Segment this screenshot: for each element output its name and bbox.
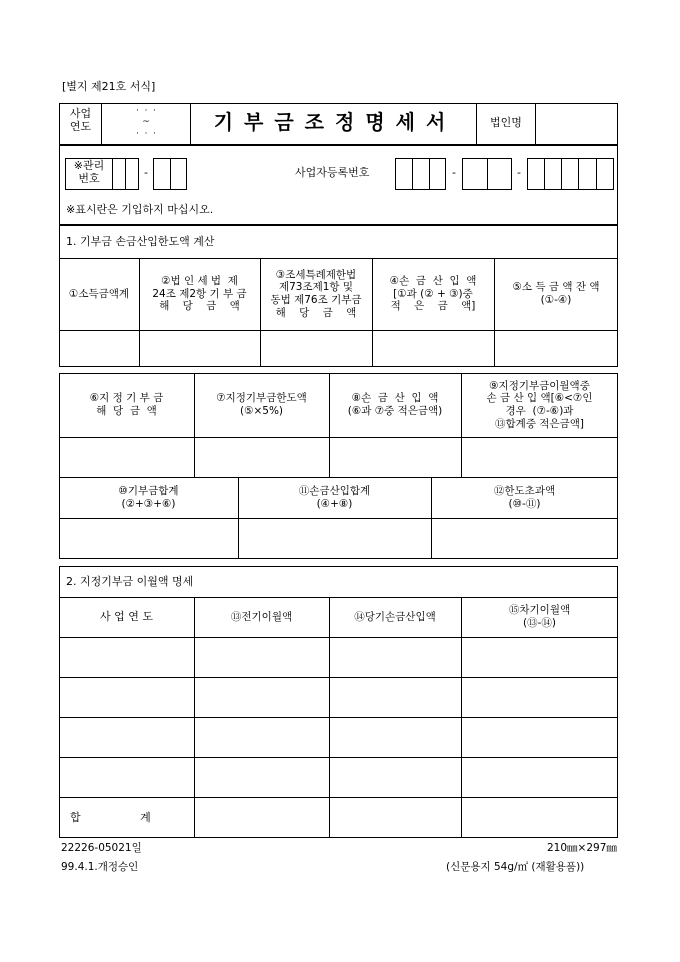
col-header-deductible-total: ⑪손금산입합계 (④+⑧) (298, 484, 371, 510)
col-header-carryover-deductible: ⑨지정기부금이월액중 손 금 산 입 액[⑥<⑦인 경우 (⑦-⑥)과 ⑬합계중 적은금액] (486, 379, 593, 430)
input-deductible-total[interactable] (239, 519, 431, 558)
col-header-current-deductible: ⑭당기손금산입액 (354, 610, 436, 623)
biz-reg-input-3[interactable] (527, 158, 614, 190)
form-number-label: [별지 제21호 서식] (62, 80, 156, 93)
input-deductible-amount[interactable] (373, 331, 494, 366)
col-header-prior-carryover: ⑬전기이월액 (230, 610, 293, 623)
col-header-deductible-amount: ④손 금 산 입 액 [①과 (② + ③)중 적 은 금 액] (389, 275, 477, 313)
section2-title: 2. 지정기부금 이월액 명세 (66, 575, 194, 588)
corp-name-label: 법인명 (490, 116, 522, 129)
input-corp-tax-donation[interactable] (140, 331, 260, 366)
biz-reg-number-label: 사업자등록번호 (295, 166, 370, 179)
input-income-total[interactable] (60, 331, 139, 366)
col-header-income-balance: ⑤소 득 금 액 잔 액 (①-④) (512, 281, 600, 306)
input-deductible-8[interactable] (330, 438, 461, 477)
biz-reg-dash-1: - (452, 166, 456, 179)
mgmt-number-label: ※관리 번호 (73, 159, 105, 185)
input-excess-amount[interactable] (432, 519, 617, 558)
col-header-deductible-8: ⑧손 금 산 입 액 (⑥과 ⑦중 적은금액) (347, 392, 443, 417)
col-header-business-year: 사 업 연 도 (100, 610, 153, 624)
col-header-designated-limit: ⑦지정기부금한도액 (⑤×5%) (216, 392, 307, 417)
mgmt-number-input-1[interactable] (113, 159, 138, 189)
col-header-designated-donation: ⑥지 정 기 부 금 해 당 금 액 (89, 392, 164, 417)
input-special-tax-donation[interactable] (261, 331, 372, 366)
section1-title: 1. 기부금 손금산입한도액 계산 (66, 235, 215, 248)
table-row[interactable] (60, 678, 617, 717)
corp-name-input[interactable] (536, 104, 617, 144)
paper-spec: (신문용지 54g/㎡ (재활용품)) (446, 861, 585, 873)
col-header-donation-total: ⑩기부금합계 (②+③+⑥) (118, 484, 179, 510)
table-row[interactable] (60, 758, 617, 797)
input-designated-limit[interactable] (195, 438, 329, 477)
table-row[interactable] (60, 638, 617, 677)
col-header-corp-tax-donation: ②법 인 세 법 제 24조 제2항 기 부 금 해 당 금 액 (152, 275, 247, 313)
business-year-input[interactable]: · · · ~ · · · (135, 106, 157, 139)
input-designated-donation[interactable] (60, 438, 194, 477)
col-header-next-carryover: ⑮차기이월액 (⑬-⑭) (508, 604, 571, 629)
form-title: 기부금조정명세서 (213, 110, 457, 134)
notice-text: ※표시란은 기입하지 마십시오. (66, 203, 214, 216)
paper-size: 210㎜×297㎜ (547, 842, 617, 854)
total-row-label: 합 계 (70, 811, 151, 824)
input-income-balance[interactable] (495, 331, 617, 366)
biz-reg-dash-2: - (517, 166, 521, 179)
col-header-excess-amount: ⑫한도초과액 (⑩-⑪) (493, 484, 556, 510)
mgmt-number-dash: - (144, 166, 148, 179)
col-header-special-tax-donation: ③조세특례제한법 제73조제1항 및 동법 제76조 기부금 해 당 금 액 (270, 268, 362, 319)
input-donation-total[interactable] (60, 519, 238, 558)
total-row-inputs[interactable] (195, 798, 617, 837)
approval-date: 99.4.1.개정승인 (61, 861, 139, 873)
form-code: 22226-05021일 (61, 842, 142, 854)
col-header-income-total: ①소득금액계 (68, 287, 130, 300)
biz-reg-input-1[interactable] (395, 158, 446, 190)
input-carryover-deductible[interactable] (462, 438, 617, 477)
table-row[interactable] (60, 718, 617, 757)
business-year-label: 사업 연도 (69, 107, 92, 133)
